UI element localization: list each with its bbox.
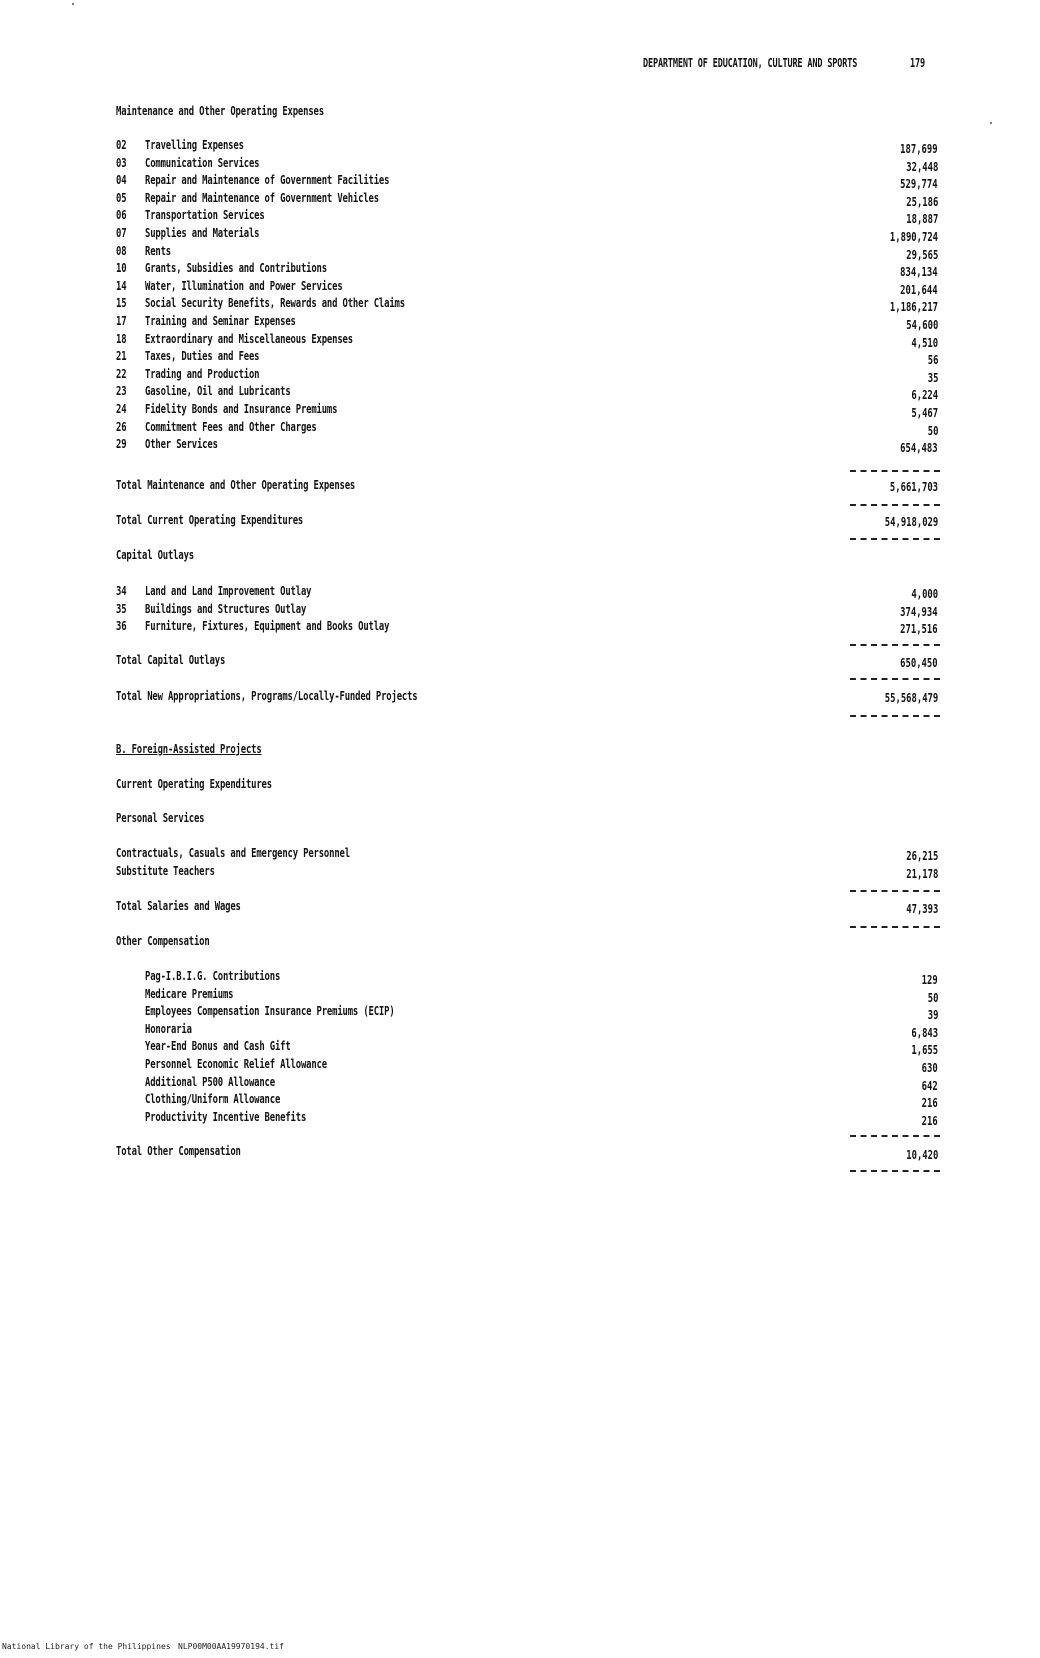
item-amount-cell bbox=[760, 160, 938, 174]
item-label: Taxes, Duties and Fees bbox=[145, 349, 260, 363]
new-appropriations-amount: 55,568,479 bbox=[884, 691, 938, 705]
item-amount: 5,467 bbox=[911, 406, 938, 420]
item-code: 23 bbox=[116, 384, 127, 398]
item-amount-cell bbox=[760, 318, 938, 332]
item-amount-cell bbox=[760, 353, 938, 367]
item-code: 34 bbox=[116, 584, 127, 598]
item-code: 06 bbox=[116, 208, 127, 222]
item-label: Employees Compensation Insurance Premiums (ECIP) bbox=[145, 1004, 395, 1018]
item-amount-cell bbox=[760, 587, 938, 601]
item-amount-cell bbox=[760, 605, 938, 619]
rule-line bbox=[850, 1170, 940, 1172]
item-label: Extraordinary and Miscellaneous Expenses bbox=[145, 332, 353, 346]
item-amount-cell bbox=[760, 248, 938, 262]
rule-line bbox=[850, 504, 940, 506]
item-amount-cell bbox=[760, 300, 938, 314]
item-amount: 216 bbox=[921, 1114, 938, 1128]
item-code: 22 bbox=[116, 367, 127, 381]
foreign-oc-heading: Other Compensation bbox=[116, 934, 210, 948]
item-amount: 374,934 bbox=[900, 605, 938, 619]
item-amount: 187,699 bbox=[900, 142, 938, 156]
current-total-amount: 54,918,029 bbox=[884, 515, 938, 529]
item-label: Additional P500 Allowance bbox=[145, 1075, 275, 1089]
foreign-current-heading: Current Operating Expenditures bbox=[116, 777, 272, 791]
item-amount: 25,186 bbox=[905, 195, 938, 209]
item-amount: 50 bbox=[927, 991, 938, 1005]
item-amount-cell bbox=[760, 142, 938, 156]
item-amount: 129 bbox=[921, 973, 938, 987]
item-amount: 654,483 bbox=[900, 441, 938, 455]
rule-line bbox=[850, 538, 940, 540]
item-code: 18 bbox=[116, 332, 127, 346]
item-label: Supplies and Materials bbox=[145, 226, 260, 240]
item-amount: 1,890,724 bbox=[889, 230, 938, 244]
item-amount-cell bbox=[760, 177, 938, 191]
rule-line bbox=[850, 715, 940, 717]
item-amount: 834,134 bbox=[900, 265, 938, 279]
item-label: Personnel Economic Relief Allowance bbox=[145, 1057, 327, 1071]
item-label: Contractuals, Casuals and Emergency Personnel bbox=[116, 846, 350, 860]
item-code: 14 bbox=[116, 279, 127, 293]
item-code: 36 bbox=[116, 619, 127, 633]
rule-line bbox=[850, 644, 940, 646]
item-code: 17 bbox=[116, 314, 127, 328]
item-code: 10 bbox=[116, 261, 127, 275]
ps-total-amount: 47,393 bbox=[905, 902, 938, 916]
foreign-section-heading: B. Foreign-Assisted Projects bbox=[116, 742, 262, 756]
item-amount: 529,774 bbox=[900, 177, 938, 191]
item-label: Substitute Teachers bbox=[116, 864, 215, 878]
item-amount-cell bbox=[760, 195, 938, 209]
footer-library: National Library of the Philippines bbox=[2, 1642, 171, 1651]
item-label: Communication Services bbox=[145, 156, 260, 170]
item-label: Productivity Incentive Benefits bbox=[145, 1110, 307, 1124]
item-label: Transportation Services bbox=[145, 208, 265, 222]
item-label: Year-End Bonus and Cash Gift bbox=[145, 1039, 291, 1053]
item-code: 21 bbox=[116, 349, 127, 363]
item-code: 26 bbox=[116, 420, 127, 434]
item-amount-cell bbox=[760, 1096, 938, 1110]
item-amount: 642 bbox=[921, 1079, 938, 1093]
page-header-title: DEPARTMENT OF EDUCATION, CULTURE AND SPORTS bbox=[643, 55, 858, 70]
item-amount-cell bbox=[760, 441, 938, 455]
rule-line bbox=[850, 1135, 940, 1137]
item-amount-cell bbox=[760, 622, 938, 636]
item-amount: 39 bbox=[927, 1008, 938, 1022]
item-amount-cell bbox=[760, 1061, 938, 1075]
rule-line bbox=[850, 678, 940, 680]
mooe-total-amount: 5,661,703 bbox=[889, 480, 938, 494]
scan-speck bbox=[990, 122, 992, 124]
item-label: Other Services bbox=[145, 437, 218, 451]
item-label: Repair and Maintenance of Government Facilities bbox=[145, 173, 390, 187]
item-code: 29 bbox=[116, 437, 127, 451]
item-code: 02 bbox=[116, 138, 127, 152]
capital-total-label: Total Capital Outlays bbox=[116, 653, 226, 667]
item-amount-cell bbox=[760, 973, 938, 987]
new-appropriations-label: Total New Appropriations, Programs/Locally-Funded Projects bbox=[116, 689, 418, 703]
item-amount-cell bbox=[760, 849, 938, 863]
item-amount: 26,215 bbox=[905, 849, 938, 863]
item-amount: 1,655 bbox=[911, 1043, 938, 1057]
item-code: 05 bbox=[116, 191, 127, 205]
item-label: Fidelity Bonds and Insurance Premiums bbox=[145, 402, 338, 416]
item-code: 03 bbox=[116, 156, 127, 170]
rule-line bbox=[850, 470, 940, 472]
rule-line bbox=[850, 926, 940, 928]
item-amount-cell bbox=[760, 424, 938, 438]
item-amount-cell bbox=[760, 265, 938, 279]
item-label: Training and Seminar Expenses bbox=[145, 314, 296, 328]
item-code: 08 bbox=[116, 244, 127, 258]
item-amount-cell bbox=[760, 1079, 938, 1093]
item-label: Buildings and Structures Outlay bbox=[145, 602, 307, 616]
footer-filename: NLP00M00AA19970194.tif bbox=[178, 1642, 284, 1651]
item-code: 35 bbox=[116, 602, 127, 616]
item-amount: 6,843 bbox=[911, 1026, 938, 1040]
item-amount: 21,178 bbox=[905, 867, 938, 881]
item-label: Commitment Fees and Other Charges bbox=[145, 420, 317, 434]
item-amount: 201,644 bbox=[900, 283, 938, 297]
item-amount-cell bbox=[760, 283, 938, 297]
capital-heading: Capital Outlays bbox=[116, 548, 194, 562]
item-label: Water, Illumination and Power Services bbox=[145, 279, 343, 293]
item-amount-cell bbox=[760, 406, 938, 420]
item-label: Rents bbox=[145, 244, 171, 258]
item-amount: 4,000 bbox=[911, 587, 938, 601]
item-label: Trading and Production bbox=[145, 367, 260, 381]
mooe-heading: Maintenance and Other Operating Expenses bbox=[116, 104, 324, 118]
item-amount-cell bbox=[760, 371, 938, 385]
oc-total-amount: 10,420 bbox=[905, 1148, 938, 1162]
item-amount-cell bbox=[760, 230, 938, 244]
item-label: Social Security Benefits, Rewards and Other Claims bbox=[145, 296, 405, 310]
item-code: 24 bbox=[116, 402, 127, 416]
item-amount-cell bbox=[760, 1008, 938, 1022]
item-label: Repair and Maintenance of Government Vehicles bbox=[145, 191, 379, 205]
item-label: Gasoline, Oil and Lubricants bbox=[145, 384, 291, 398]
item-amount: 4,510 bbox=[911, 336, 938, 350]
rule-line bbox=[850, 890, 940, 892]
item-amount-cell bbox=[760, 388, 938, 402]
item-label: Furniture, Fixtures, Equipment and Books Outlay bbox=[145, 619, 390, 633]
item-label: Travelling Expenses bbox=[145, 138, 244, 152]
current-total-label: Total Current Operating Expenditures bbox=[116, 513, 304, 527]
item-amount-cell bbox=[760, 991, 938, 1005]
item-amount: 216 bbox=[921, 1096, 938, 1110]
item-amount-cell bbox=[760, 1114, 938, 1128]
item-amount-cell bbox=[760, 336, 938, 350]
item-amount: 54,600 bbox=[905, 318, 938, 332]
item-label: Pag-I.B.I.G. Contributions bbox=[145, 969, 281, 983]
item-amount: 6,224 bbox=[911, 388, 938, 402]
item-amount-cell bbox=[760, 867, 938, 881]
item-amount-cell bbox=[760, 1026, 938, 1040]
item-amount: 1,186,217 bbox=[889, 300, 938, 314]
item-label: Clothing/Uniform Allowance bbox=[145, 1092, 281, 1106]
item-amount: 630 bbox=[921, 1061, 938, 1075]
item-amount: 18,887 bbox=[905, 212, 938, 226]
capital-total-amount: 650,450 bbox=[900, 656, 938, 670]
item-code: 04 bbox=[116, 173, 127, 187]
page-number: 179 bbox=[910, 55, 925, 70]
item-amount: 56 bbox=[927, 353, 938, 367]
item-label: Grants, Subsidies and Contributions bbox=[145, 261, 327, 275]
item-amount: 50 bbox=[927, 424, 938, 438]
ps-total-label: Total Salaries and Wages bbox=[116, 899, 241, 913]
item-amount: 271,516 bbox=[900, 622, 938, 636]
item-amount: 29,565 bbox=[905, 248, 938, 262]
foreign-ps-heading: Personal Services bbox=[116, 811, 205, 825]
item-amount-cell bbox=[760, 212, 938, 226]
item-amount: 32,448 bbox=[905, 160, 938, 174]
item-amount: 35 bbox=[927, 371, 938, 385]
item-amount-cell bbox=[760, 1043, 938, 1057]
item-code: 15 bbox=[116, 296, 127, 310]
item-label: Medicare Premiums bbox=[145, 987, 234, 1001]
item-label: Land and Land Improvement Outlay bbox=[145, 584, 312, 598]
mooe-total-label: Total Maintenance and Other Operating Expenses bbox=[116, 478, 356, 492]
item-label: Honoraria bbox=[145, 1022, 192, 1036]
oc-total-label: Total Other Compensation bbox=[116, 1144, 241, 1158]
scan-speck bbox=[72, 3, 74, 5]
item-code: 07 bbox=[116, 226, 127, 240]
